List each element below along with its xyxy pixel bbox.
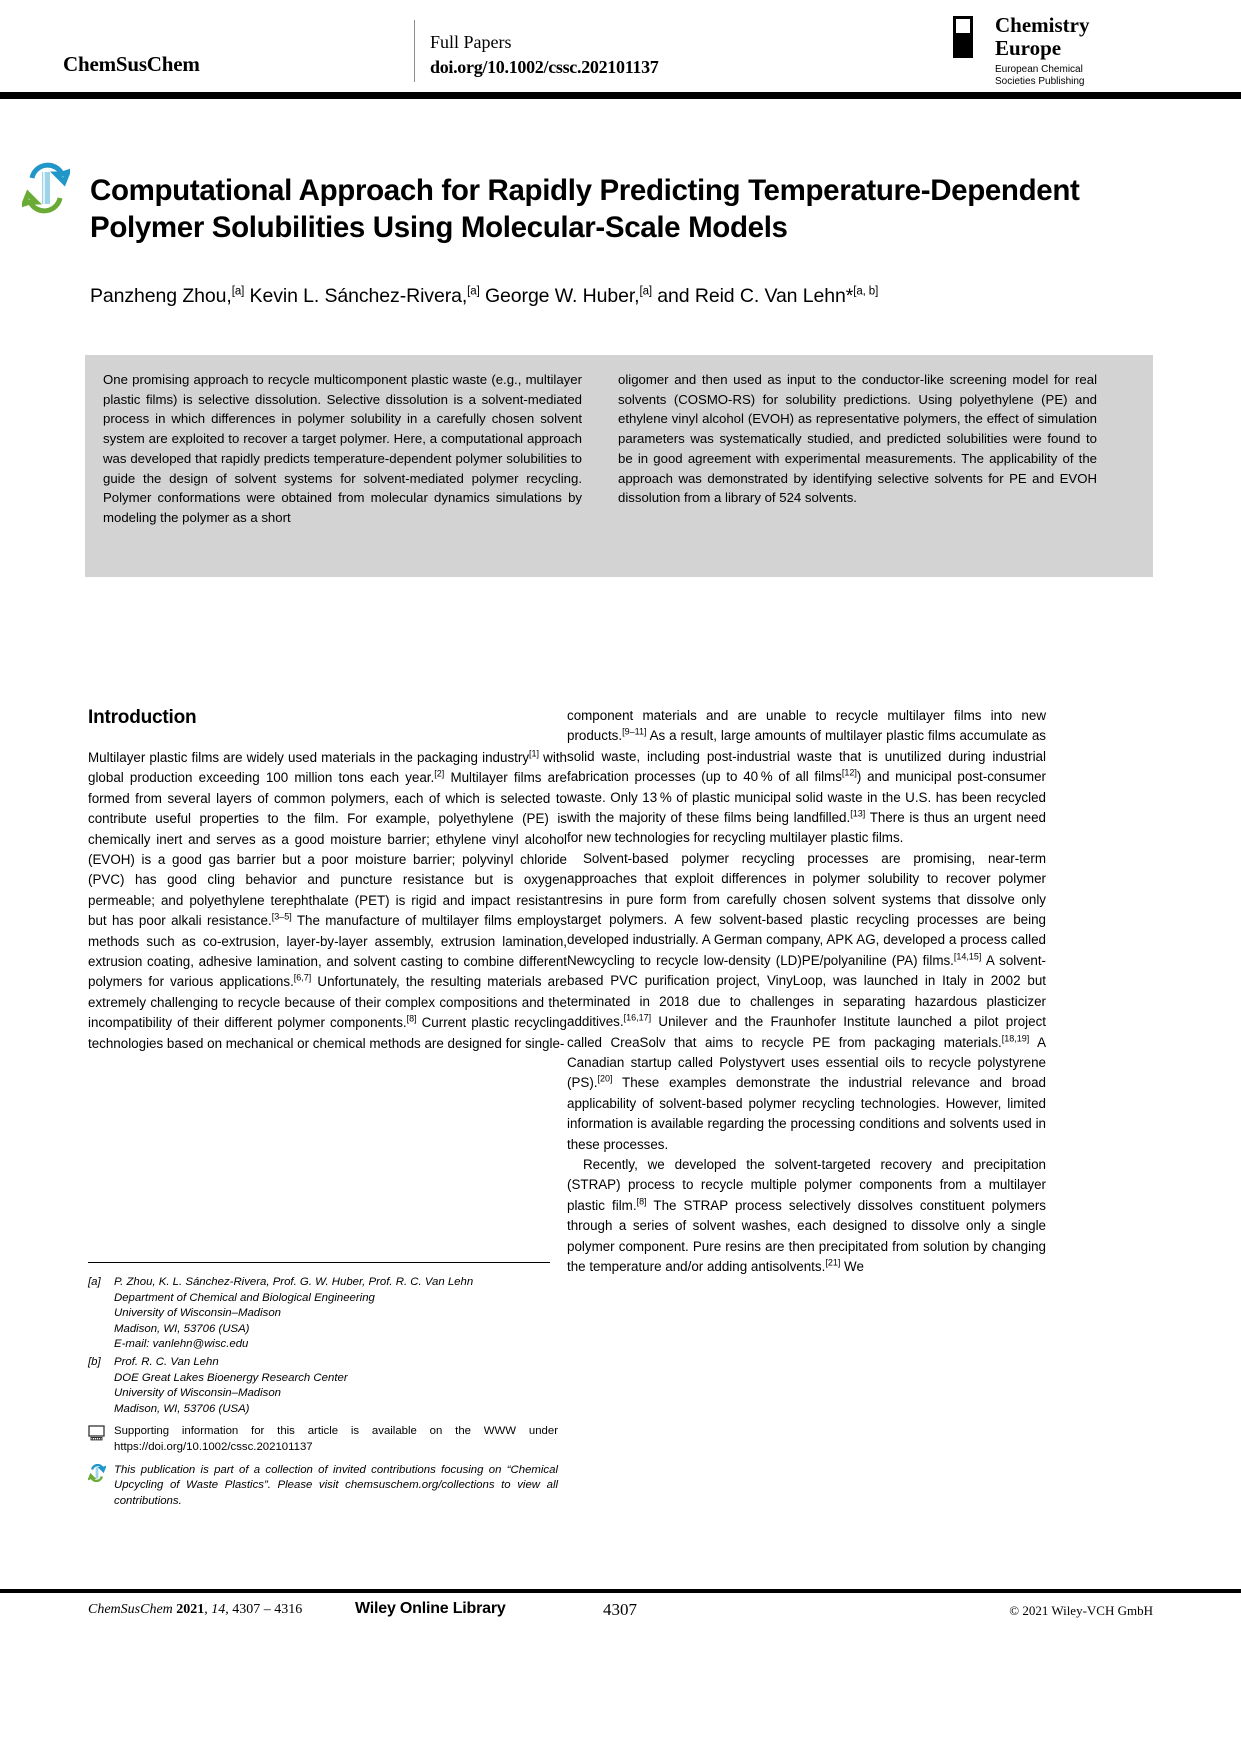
intro-paragraph-right-1: component materials and are unable to recycle multilayer films into new products.[9–11] As a result, large amounts of multilayer plastic films accumulate as solid waste, including post-industrial waste that is unutilized during industrial fabrication processes (up to 40 % of all films[12]) and municipal post-consumer waste. Only 13 % of plastic municipal solid waste in the U.S. has been recycled with the majority of these films being landfilled.[13] There is thus an urgent need for new technologies for recycling multilayer plastic films.	[567, 708, 1046, 846]
publisher-sub-line1: European Chemical	[995, 64, 1083, 75]
recycling-arrows-small-icon	[88, 1463, 114, 1510]
publisher-sub-line2: Societies Publishing	[995, 76, 1085, 87]
chemistry-europe-line2: Europe	[995, 36, 1062, 60]
affiliation-b-line: University of Wisconsin–Madison	[114, 1387, 282, 1400]
abstract-column-right: oligomer and then used as input to the conductor-like screening model for real solvents (COSMO-RS) for solubility predictions. Using polyethylene (PE) and ethylene vinyl alcohol (EVOH) as representative polymers, the effect of simulation parameters was systematically studied, and predicted solubilities were found to be in good agreement with experimental measurements. The applicability of the approach was demonstrated by identifying selective solvents for PE and EVOH dissolution from a library of 524 solvents.	[618, 372, 1097, 506]
affiliation-b-line: Prof. R. C. Van Lehn	[114, 1355, 219, 1368]
section-heading-introduction: Introduction	[88, 707, 197, 728]
footnote-separator	[88, 1262, 550, 1263]
footer-page-number: 4307	[603, 1600, 637, 1619]
affiliation-a-line: University of Wisconsin–Madison	[114, 1307, 282, 1320]
affiliation-a-line: P. Zhou, K. L. Sánchez-Rivera, Prof. G. W. Huber, Prof. R. C. Van Lehn	[114, 1276, 474, 1288]
affiliation-b-line: DOE Great Lakes Bioenergy Research Center	[114, 1371, 348, 1384]
affiliation-a-line: Madison, WI, 53706 (USA)	[114, 1322, 250, 1335]
affiliation-a	[88, 1275, 558, 1353]
collection-note-text[interactable]: This publication is part of a collection of invited contributions focusing on “Chemical Upcycling of Waste Plastics”. Please visit chemsuschem.org/collections to view all contributions.	[114, 1463, 558, 1507]
footer-library-label[interactable]: Wiley Online Library	[355, 1600, 506, 1617]
masthead-rule	[0, 92, 1241, 99]
journal-name: ChemSusChem	[63, 52, 200, 76]
intro-paragraph-right-2: Solvent-based polymer recycling processes are promising, near-term approaches that exploit differences in polymer solubility to recover polymer resins in pure form from carefully chosen solvent systems that dissolve only target polymers. A few solvent-based plastic recycling processes are being developed industrially. A German company, APK AG, developed a process called Newcycling to recycle low-density (LD)PE/polyaniline (PA) films.[14,15] A solvent-based PVC purification project, VinyLoop, was launched in Italy in 2002 but terminated in 2018 due to challenges in separating hazardous plasticizer additives.[16,17] Unilever and the Fraunhofer Institute launched a pilot project called CreaSolv that aims to recycle PE from packaging materials.[18,19] A Canadian startup called Polystyvert uses essential oils to recycle polystyrene (PS).[20] These examples demonstrate the industrial relevance and broad applicability of solvent-based polymer recycling technologies. However, limited information is available regarding the processing conditions and solvents used in these processes.	[567, 850, 1047, 1152]
page-masthead	[0, 0, 1241, 96]
affiliation-b	[88, 1355, 558, 1417]
page-footer	[0, 1600, 1241, 1630]
affiliation-a-lines	[114, 1275, 558, 1353]
footnote-block	[88, 1275, 558, 1509]
abstract-column-left: One promising approach to recycle multicomponent plastic waste (e.g., multilayer plastic films) is selective dissolution. Selective dissolution is a solvent-mediated process in which differences in polymer solubility in a carefully chosen solvent system are exploited to recover a target polymer. Here, a computational approach was developed that rapidly predicts temperature-dependent polymer solubilities to guide the design of solvent systems for solvent-mediated polymer recycling. Polymer conformations were obtained from molecular dynamics simulations by modeling the polymer as a short	[103, 372, 582, 525]
recycling-arrows-icon	[22, 162, 70, 214]
author-list: Panzheng Zhou,[a] Kevin L. Sánchez-Rivera,[a] George W. Huber,[a] and Reid C. Van Lehn*[a, b]	[90, 285, 879, 307]
footer-rule	[0, 1589, 1241, 1593]
article-type-label: Full Papers	[430, 32, 512, 52]
chemistry-europe-subtitle	[995, 64, 1085, 88]
affiliation-b-line: Madison, WI, 53706 (USA)	[114, 1402, 250, 1415]
abstract-box	[85, 355, 1153, 577]
body-column-left	[88, 706, 567, 1054]
masthead-divider	[414, 20, 415, 82]
article-doi[interactable]: doi.org/10.1002/cssc.202101137	[430, 57, 659, 77]
affiliation-b-tag: [b]	[88, 1355, 101, 1368]
collection-note	[88, 1463, 558, 1510]
page-title: Computational Approach for Rapidly Predicting Temperature-Dependent Polymer Solubilities Using Molecular-Scale Models	[90, 173, 1080, 244]
supporting-information-text[interactable]: Supporting information for this article is available on the WWW under https://doi.org/10.1002/cssc.202101137	[114, 1425, 558, 1453]
masthead-article-meta	[430, 30, 659, 80]
supporting-information-note	[88, 1424, 558, 1455]
chemistry-europe-wordmark	[995, 14, 1089, 60]
affiliation-a-email[interactable]: E-mail: vanlehn@wisc.edu	[114, 1338, 249, 1351]
body-column-right	[567, 706, 1046, 1277]
monitor-icon	[88, 1424, 114, 1455]
footer-copyright: © 2021 Wiley-VCH GmbH	[1009, 1603, 1153, 1618]
affiliation-a-line: Department of Chemical and Biological Engineering	[114, 1291, 375, 1304]
footer-citation: ChemSusChem 2021, 14, 4307 – 4316	[88, 1602, 303, 1617]
affiliation-a-tag: [a]	[88, 1276, 101, 1288]
chemistry-europe-mark-icon	[951, 16, 987, 60]
intro-paragraph-left: Multilayer plastic films are widely used materials in the packaging industry[1] with global production exceeding 100 million tons each year.[2] Multilayer films are formed from several layers of common polymers, each of which is selected to contribute useful properties to the film. For example, polyethylene (PE) is chemically inert and serves as a good moisture barrier; ethylene vinyl alcohol (EVOH) is a good gas barrier but a poor moisture barrier; polyvinyl chloride (PVC) has good cling behavior and puncture resistance but is oxygen permeable; and polyethylene terephthalate (PET) is rigid and impact resistant but has poor alkali resistance.[3–5] The manufacture of multilayer films employs methods such as co-extrusion, layer-by-layer assembly, extrusion lamination, extrusion coating, adhesive lamination, and solvent casting to combine different polymers for various applications.[6,7] Unfortunately, the resulting materials are extremely challenging to recycle because of their complex compositions and the incompatibility of their different polymer components.[8] Current plastic recycling technologies based on mechanical or chemical methods are designed for single-	[88, 748, 568, 1051]
intro-paragraph-right-3: Recently, we developed the solvent-targeted recovery and precipitation (STRAP) process to recycle multiple polymer components from a multilayer plastic film.[8] The STRAP process selectively dissolves constituent polymers through a series of solvent washes, each designed to dissolve only a single polymer component. Pure resins are then precipitated from solution by changing the temperature and/or adding antisolvents.[21] We	[567, 1156, 1046, 1274]
chemistry-europe-line1: Chemistry	[995, 13, 1090, 37]
chemistry-europe-logo	[951, 14, 1181, 86]
affiliation-b-lines	[114, 1355, 558, 1417]
